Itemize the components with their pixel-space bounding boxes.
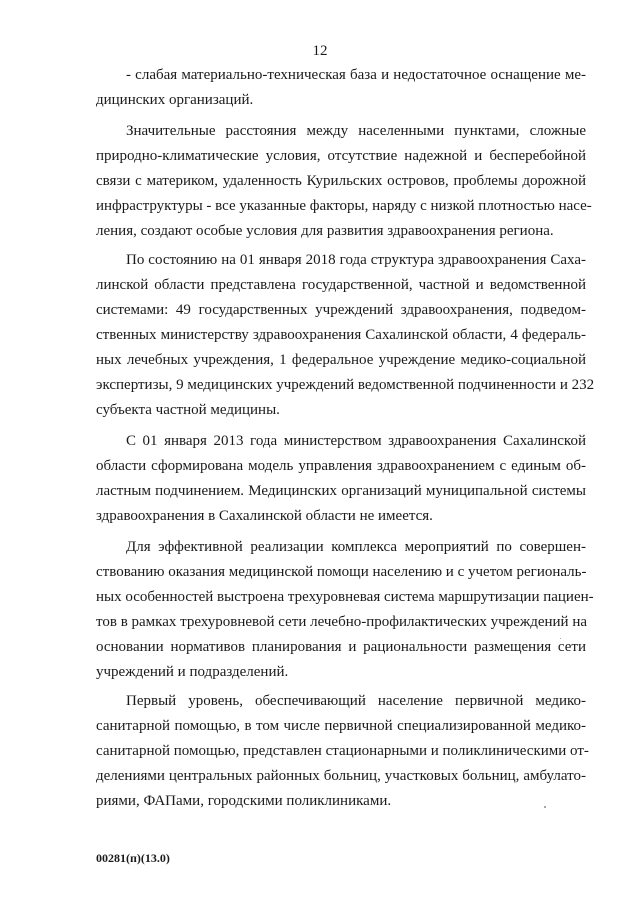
text-line: ластным подчинением. Медицинских организаций муниципальной системы: [96, 483, 586, 499]
text-line: ных особенностей выстроена трехуровневая система маршрутизации пациен-: [96, 589, 594, 605]
text-line: С 01 января 2013 года министерством здравоохранения Сахалинской: [126, 433, 586, 449]
text-line: Значительные расстояния между населенными пунктами, сложные: [126, 123, 586, 139]
text-line: линской области представлена государственной, частной и ведомственной: [96, 277, 586, 293]
text-line: риями, ФАПами, городскими поликлиниками.: [96, 793, 392, 809]
text-line: здравоохранения в Сахалинской области не имеется.: [96, 508, 433, 524]
document-code: 00281(п)(13.0): [96, 851, 170, 865]
text-line: ствованию оказания медицинской помощи населению и с учетом региональ-: [96, 564, 587, 580]
text-line: системами: 49 государственных учреждений здравоохранения, подведом-: [96, 302, 586, 318]
text-line: Первый уровень, обеспечивающий население первичной медико-: [126, 693, 586, 709]
text-line: связи с материком, удаленность Курильских островов, проблемы дорожной: [96, 173, 586, 189]
text-line: дицинских организаций.: [96, 92, 254, 108]
page-number: 12: [312, 43, 328, 59]
scan-speck: [544, 806, 546, 808]
text-line: субъекта частной медицины.: [96, 402, 280, 418]
text-line: ных лечебных учреждения, 1 федеральное учреждение медико-социальной: [96, 352, 586, 368]
text-line: тов в рамках трехуровневой сети лечебно-профилактических учреждений на: [96, 614, 588, 630]
text-line: природно-климатические условия, отсутствие надежной и бесперебойной: [96, 148, 586, 164]
text-line: учреждений и подразделений.: [96, 664, 289, 680]
text-line: делениями центральных районных больниц, участковых больниц, амбулато-: [96, 768, 586, 784]
text-line: области сформирована модель управления здравоохранением с единым об-: [96, 458, 586, 474]
scan-speck: [560, 638, 561, 639]
text-line: экспертизы, 9 медицинских учреждений ведомственной подчиненности и 232: [96, 377, 595, 393]
text-line: По состоянию на 01 января 2018 года структура здравоохранения Саха-: [126, 252, 586, 268]
text-line: инфраструктуры - все указанные факторы, наряду с низкой плотностью насе-: [96, 198, 592, 214]
text-line: - слабая материально-техническая база и недостаточное оснащение ме-: [126, 67, 586, 83]
text-line: санитарной помощью, представлен стационарными и поликлиническими от-: [96, 743, 589, 759]
text-line: основании нормативов планирования и рациональности размещения сети: [96, 639, 586, 655]
text-line: ственных министерству здравоохранения Сахалинской области, 4 федераль-: [96, 327, 586, 343]
text-line: Для эффективной реализации комплекса мероприятий по совершен-: [126, 539, 586, 555]
text-line: ления, создают особые условия для развития здравоохранения региона.: [96, 223, 554, 239]
text-line: санитарной помощью, в том числе первичной специализированной медико-: [96, 718, 586, 734]
